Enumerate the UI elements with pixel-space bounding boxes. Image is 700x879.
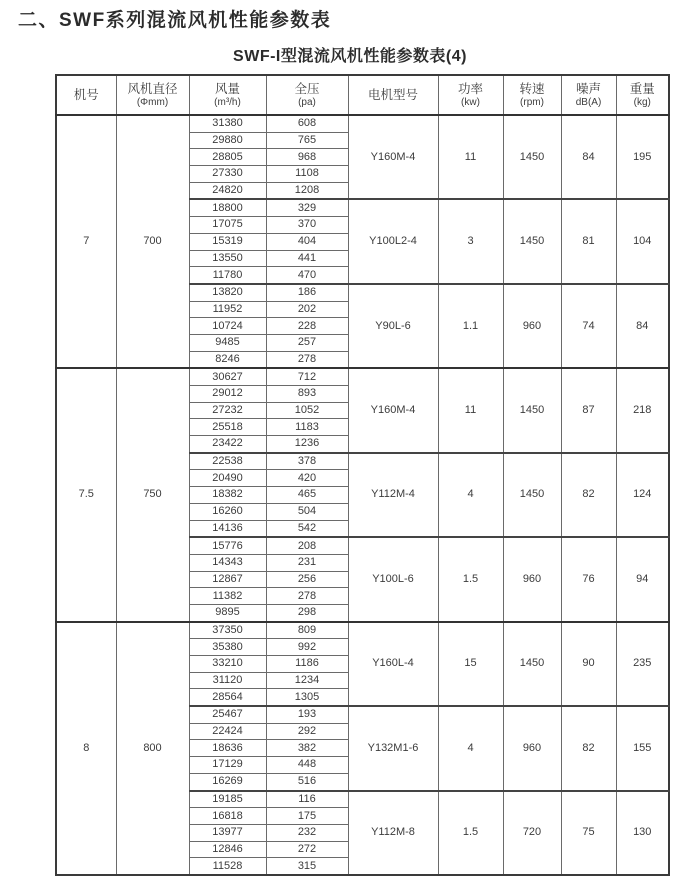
airflow-cell: 31120 (189, 672, 266, 689)
pressure-cell: 292 (266, 723, 348, 740)
pressure-cell: 441 (266, 250, 348, 267)
diameter-cell: 700 (116, 115, 189, 368)
col-header-unit: (kw) (461, 96, 480, 108)
power-cell: 1.1 (438, 284, 503, 368)
pressure-cell: 257 (266, 334, 348, 351)
pressure-cell: 893 (266, 386, 348, 403)
pressure-cell: 1305 (266, 689, 348, 706)
pressure-cell: 1234 (266, 672, 348, 689)
airflow-cell: 13977 (189, 824, 266, 841)
pressure-cell: 608 (266, 115, 348, 132)
weight-cell: 94 (616, 537, 669, 621)
noise-cell: 82 (561, 706, 616, 790)
airflow-cell: 30627 (189, 368, 266, 385)
pressure-cell: 765 (266, 132, 348, 149)
motor-model-cell: Y100L-6 (348, 537, 438, 621)
airflow-cell: 31380 (189, 115, 266, 132)
noise-cell: 81 (561, 199, 616, 283)
airflow-cell: 37350 (189, 622, 266, 639)
airflow-cell: 33210 (189, 656, 266, 673)
col-header-label: 全压 (294, 81, 320, 96)
pressure-cell: 504 (266, 503, 348, 520)
noise-cell: 82 (561, 453, 616, 537)
airflow-cell: 35380 (189, 639, 266, 656)
col-header-noise (561, 75, 616, 115)
pressure-cell: 542 (266, 520, 348, 537)
motor-model-cell: Y160M-4 (348, 115, 438, 199)
pressure-cell: 193 (266, 706, 348, 723)
weight-cell: 84 (616, 284, 669, 368)
pressure-cell: 1183 (266, 419, 348, 436)
airflow-cell: 11780 (189, 267, 266, 284)
col-header-unit: (rpm) (520, 96, 544, 108)
machine-no-cell: 8 (56, 622, 116, 875)
motor-model-cell: Y100L2-4 (348, 199, 438, 283)
power-cell: 1.5 (438, 537, 503, 621)
speed-cell: 960 (503, 706, 561, 790)
motor-model-cell: Y160L-4 (348, 622, 438, 706)
pressure-cell: 516 (266, 773, 348, 790)
page-title: 二、SWF系列混流风机性能参数表 (18, 10, 332, 31)
col-header-unit: dB(A) (575, 96, 602, 108)
pressure-cell: 420 (266, 470, 348, 487)
airflow-cell: 25467 (189, 706, 266, 723)
power-cell: 11 (438, 368, 503, 452)
airflow-cell: 9895 (189, 604, 266, 621)
table-title: SWF-I型混流风机性能参数表(4) (233, 48, 467, 65)
weight-cell: 235 (616, 622, 669, 706)
weight-cell: 130 (616, 791, 669, 875)
pressure-cell: 712 (266, 368, 348, 385)
airflow-cell: 18800 (189, 199, 266, 216)
airflow-cell: 29880 (189, 132, 266, 149)
airflow-cell: 22538 (189, 453, 266, 470)
airflow-cell: 15319 (189, 233, 266, 250)
pressure-cell: 298 (266, 604, 348, 621)
airflow-cell: 24820 (189, 182, 266, 199)
airflow-cell: 19185 (189, 791, 266, 808)
speed-cell: 1450 (503, 622, 561, 706)
col-header-label: 电机型号 (367, 87, 418, 102)
noise-cell: 74 (561, 284, 616, 368)
airflow-cell: 10724 (189, 318, 266, 335)
table-row (56, 368, 669, 385)
airflow-cell: 13550 (189, 250, 266, 267)
speed-cell: 1450 (503, 453, 561, 537)
airflow-cell: 8246 (189, 351, 266, 368)
motor-model-cell: Y90L-6 (348, 284, 438, 368)
col-header-unit: (m³/h) (214, 96, 241, 108)
noise-cell: 84 (561, 115, 616, 199)
col-header-unit: (kg) (633, 96, 651, 108)
airflow-cell: 28805 (189, 149, 266, 166)
power-cell: 4 (438, 706, 503, 790)
airflow-cell: 27330 (189, 166, 266, 183)
airflow-cell: 11528 (189, 858, 266, 875)
col-header-label: 风量 (214, 81, 240, 96)
pressure-cell: 1186 (266, 656, 348, 673)
airflow-cell: 15776 (189, 537, 266, 554)
speed-cell: 1450 (503, 115, 561, 199)
col-header-label: 噪声 (575, 81, 601, 96)
pressure-cell: 404 (266, 233, 348, 250)
airflow-cell: 28564 (189, 689, 266, 706)
power-cell: 1.5 (438, 791, 503, 875)
airflow-cell: 12867 (189, 571, 266, 588)
speed-cell: 1450 (503, 199, 561, 283)
airflow-cell: 16818 (189, 808, 266, 825)
pressure-cell: 208 (266, 537, 348, 554)
speed-cell: 1450 (503, 368, 561, 452)
pressure-cell: 278 (266, 351, 348, 368)
col-header-pressure (266, 75, 348, 115)
col-header-unit: (pa) (298, 96, 316, 108)
pressure-cell: 1208 (266, 182, 348, 199)
table-body (56, 115, 669, 875)
pressure-cell: 329 (266, 199, 348, 216)
col-header-label: 功率 (457, 81, 483, 96)
pressure-cell: 470 (266, 267, 348, 284)
motor-model-cell: Y132M1-6 (348, 706, 438, 790)
col-header-machine-no (56, 75, 116, 115)
pressure-cell: 278 (266, 588, 348, 605)
power-cell: 3 (438, 199, 503, 283)
motor-model-cell: Y112M-8 (348, 791, 438, 875)
airflow-cell: 14136 (189, 520, 266, 537)
airflow-cell: 25518 (189, 419, 266, 436)
pressure-cell: 315 (266, 858, 348, 875)
col-header-airflow (189, 75, 266, 115)
machine-no-cell: 7.5 (56, 368, 116, 621)
airflow-cell: 22424 (189, 723, 266, 740)
machine-no-cell: 7 (56, 115, 116, 368)
airflow-cell: 16260 (189, 503, 266, 520)
col-header-weight (616, 75, 669, 115)
power-cell: 11 (438, 115, 503, 199)
col-header-speed (503, 75, 561, 115)
motor-model-cell: Y160M-4 (348, 368, 438, 452)
speed-cell: 960 (503, 537, 561, 621)
airflow-cell: 13820 (189, 284, 266, 301)
weight-cell: 195 (616, 115, 669, 199)
power-cell: 4 (438, 453, 503, 537)
airflow-cell: 9485 (189, 334, 266, 351)
noise-cell: 87 (561, 368, 616, 452)
pressure-cell: 1236 (266, 436, 348, 453)
airflow-cell: 11382 (189, 588, 266, 605)
col-header-motor-model (348, 75, 438, 115)
table-header (56, 75, 669, 115)
weight-cell: 124 (616, 453, 669, 537)
header-row (56, 75, 669, 115)
airflow-cell: 20490 (189, 470, 266, 487)
pressure-cell: 992 (266, 639, 348, 656)
table-row (56, 115, 669, 132)
motor-model-cell: Y112M-4 (348, 453, 438, 537)
diameter-cell: 750 (116, 368, 189, 621)
pressure-cell: 448 (266, 757, 348, 774)
speed-cell: 960 (503, 284, 561, 368)
airflow-cell: 18382 (189, 487, 266, 504)
pressure-cell: 809 (266, 622, 348, 639)
airflow-cell: 17075 (189, 217, 266, 234)
noise-cell: 76 (561, 537, 616, 621)
col-header-label: 机号 (73, 87, 99, 102)
power-cell: 15 (438, 622, 503, 706)
fan-performance-table (55, 74, 670, 876)
airflow-cell: 23422 (189, 436, 266, 453)
airflow-cell: 27232 (189, 402, 266, 419)
pressure-cell: 186 (266, 284, 348, 301)
col-header-unit: (Φmm) (136, 96, 169, 108)
noise-cell: 90 (561, 622, 616, 706)
pressure-cell: 370 (266, 217, 348, 234)
noise-cell: 75 (561, 791, 616, 875)
col-header-power (438, 75, 503, 115)
pressure-cell: 1052 (266, 402, 348, 419)
pressure-cell: 175 (266, 808, 348, 825)
pressure-cell: 231 (266, 554, 348, 571)
weight-cell: 104 (616, 199, 669, 283)
pressure-cell: 378 (266, 453, 348, 470)
pressure-cell: 116 (266, 791, 348, 808)
pressure-cell: 202 (266, 301, 348, 318)
airflow-cell: 11952 (189, 301, 266, 318)
pressure-cell: 1108 (266, 166, 348, 183)
col-header-diameter (116, 75, 189, 115)
speed-cell: 720 (503, 791, 561, 875)
airflow-cell: 17129 (189, 757, 266, 774)
col-header-label: 转速 (519, 81, 545, 96)
pressure-cell: 465 (266, 487, 348, 504)
pressure-cell: 272 (266, 841, 348, 858)
pressure-cell: 256 (266, 571, 348, 588)
col-header-label: 重量 (629, 81, 655, 96)
pressure-cell: 382 (266, 740, 348, 757)
airflow-cell: 18636 (189, 740, 266, 757)
weight-cell: 218 (616, 368, 669, 452)
pressure-cell: 228 (266, 318, 348, 335)
diameter-cell: 800 (116, 622, 189, 875)
col-header-label: 风机直径 (127, 81, 178, 96)
pressure-cell: 968 (266, 149, 348, 166)
table-row (56, 622, 669, 639)
pressure-cell: 232 (266, 824, 348, 841)
airflow-cell: 29012 (189, 386, 266, 403)
airflow-cell: 16269 (189, 773, 266, 790)
weight-cell: 155 (616, 706, 669, 790)
airflow-cell: 14343 (189, 554, 266, 571)
airflow-cell: 12846 (189, 841, 266, 858)
